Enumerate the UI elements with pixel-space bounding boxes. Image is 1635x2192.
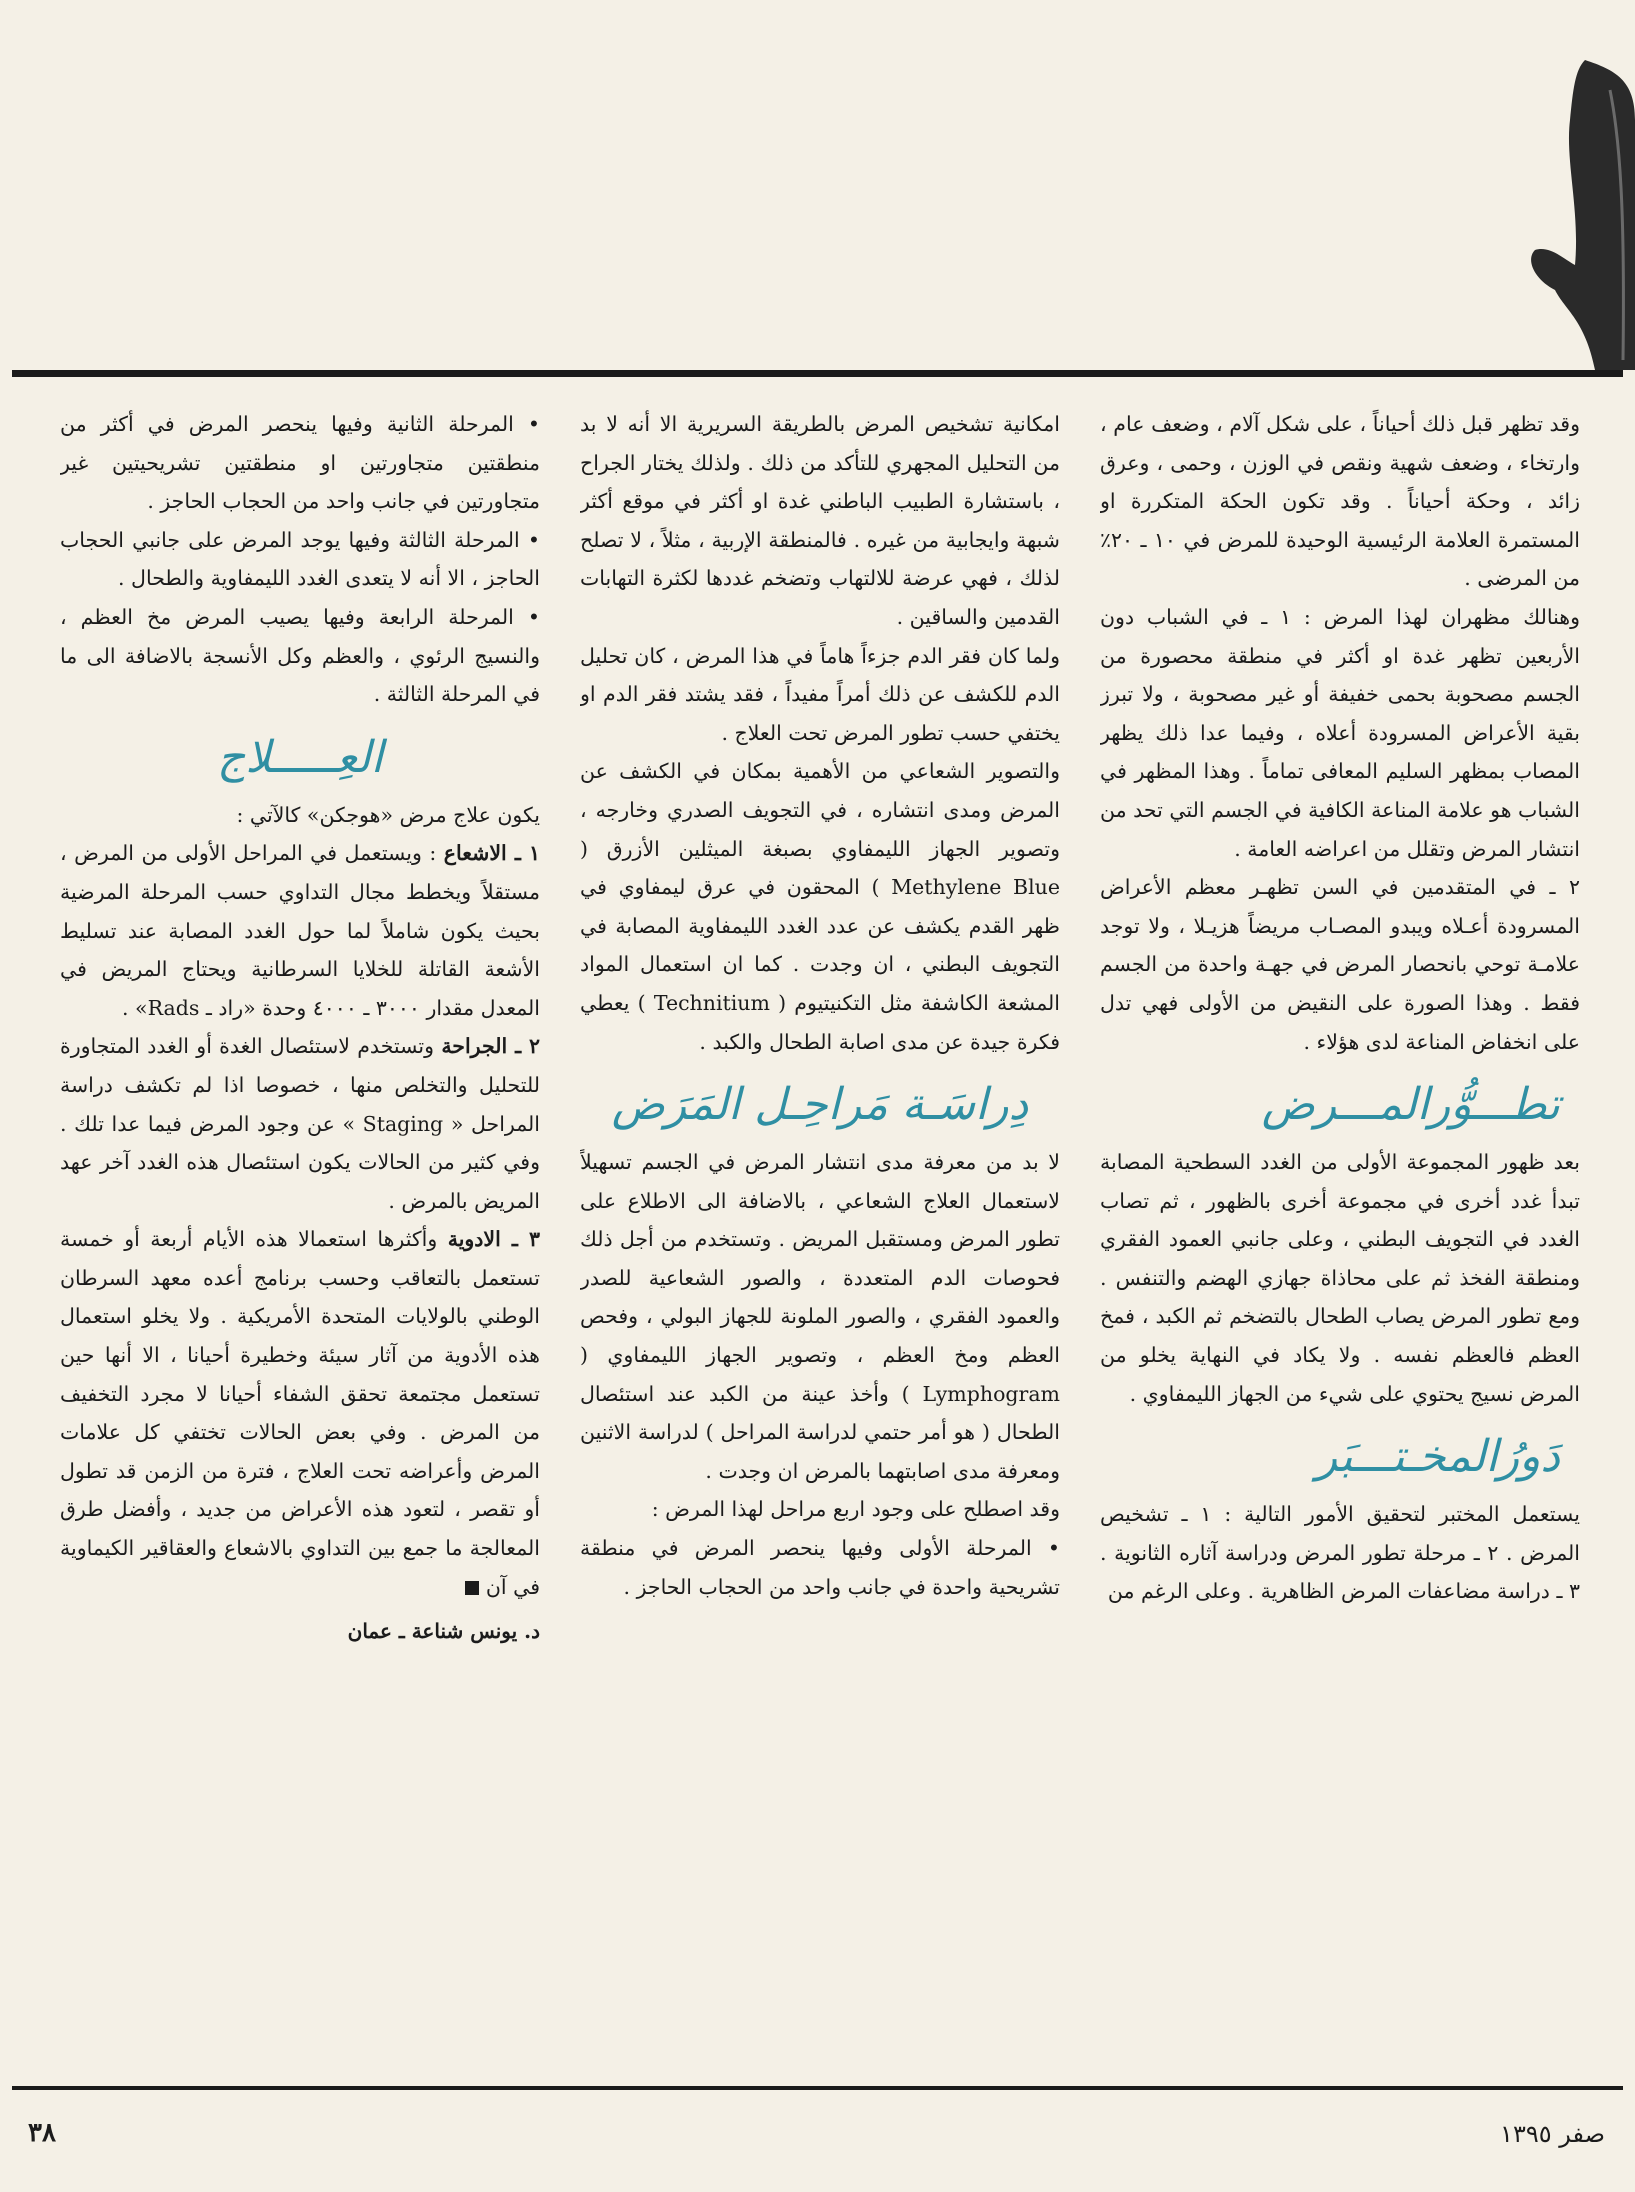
article-columns <box>60 405 1580 2070</box>
paragraph: ولما كان فقر الدم جزءاً هاماً في هذا المرض ، كان تحليل الدم للكشف عن ذلك أمراً مفيداً ، فقد يشتد فقر الدم او يختفي حسب تطور المرض تحت العلاج . <box>580 643 1060 745</box>
paragraph: لا بد من معرفة مدى انتشار المرض في الجسم تسهيلاً لاستعمال العلاج الشعاعي ، بالاضافة الى الاطلاع على تطور المرض ومستقبل المريض . وتستخدم من أجل ذلك فحوصات الدم المتعددة ، والصور الشعاعية للصدر والعمود الفقري ، والصور الملونة للجهاز البولي ، وفحص العظم ومخ العظم ، وتصوير الجهاز الليمفاوي ( Lymphogram ) وأخذ عينة من الكبد عند استئصال الطحال ( هو أمر حتمي لدراسة المراحل ) لدراسة الاثنين ومعرفة مدى اصابتهما بالمرض ان وجدت . <box>580 1150 1060 1483</box>
paragraph: يكون علاج مرض «هوجكن» كالآتي : <box>236 802 540 827</box>
treatment-surgery <box>60 1027 540 1220</box>
paragraph: • المرحلة الرابعة وفيها يصيب المرض مخ العظم ، والنسيج الرئوي ، والعظم وكل الأنسجة بالاضافة الى ما في المرحلة الثالثة . <box>60 604 540 707</box>
heading-stages: دِراسَـة مَراحِـل المَرَض <box>611 1079 1029 1131</box>
top-rule <box>12 370 1623 377</box>
issue-date: صفر ١٣٩٥ <box>1500 2120 1605 2148</box>
treatment-drugs <box>60 1220 540 1606</box>
column-right <box>1100 405 1580 2070</box>
header-photo-area <box>0 0 1635 370</box>
paragraph: • المرحلة الثانية وفيها ينحصر المرض في أكثر من منطقتين متجاورتين او منطقتين تشريحيتين غير متجاورتين في جانب واحد من الحجاب الحاجز . <box>60 412 540 514</box>
treatment-title: ١ ـ الاشعاع <box>443 841 540 866</box>
author-byline: د. يونس شناعة ـ عمان <box>347 1619 540 1644</box>
treatment-title: ٢ ـ الجراحة <box>441 1034 540 1059</box>
paragraph: • المرحلة الثالثة وفيها يوجد المرض على جانبي الحجاب الحاجز ، الا أنه لا يتعدى الغدد الليمفاوية والطحال . <box>60 527 540 591</box>
paragraph: وقد اصطلح على وجود اربع مراحل لهذا المرض : <box>651 1497 1060 1522</box>
treatment-body: : ويستعمل في المراحل الأولى من المرض ، مستقلاً ويخطط مجال التداوي حسب المرحلة المرضية بحيث يكون شاملاً لما حول الغدد المصابة عند تسليط الأشعة القاتلة للخلايا السرطانية ويحتاج المريض في المعدل مقدار ٣٠٠٠ ـ ٤٠٠٠ وحدة «راد ـ Rads» . <box>60 841 540 1020</box>
treatment-title: ٣ ـ الادوية <box>447 1227 540 1252</box>
paragraph: ٢ ـ في المتقدمين في السن تظهـر معظم الأعراض المسرودة أعـلاه ويبدو المصـاب مريضاً هزيـلا ، ولا توجد علامـة توحي بانحصار المرض في جهـة واحدة من الجسم فقط . وهذا الصورة على النقيض من الأولى فهي تدل على انخفاض المناعة لدى هؤلاء . <box>1100 875 1580 1054</box>
paragraph: والتصوير الشعاعي من الأهمية بمكان في الكشف عن المرض ومدى انتشاره ، في التجويف الصدري وخارجه ، وتصوير الجهاز الليمفاوي بصبغة الميثلين الأزرق ( Methylene Blue ) المحقون في عرق ليمفاوي في ظهر القدم يكشف عن عدد الغدد الليمفاوية المصابة في التجويف البطني ، ان وجدت . كما ان استعمال المواد المشعة الكاشفة مثل التكنيتيوم ( Technitium ) يعطي فكرة جيدة عن مدى اصابة الطحال والكبد . <box>580 759 1060 1054</box>
column-left <box>60 405 540 2070</box>
heading-development: تطـــوُّرالمـــرض <box>1261 1079 1560 1131</box>
paragraph: • المرحلة الأولى وفيها ينحصر المرض في منطقة تشريحية واحدة في جانب واحد من الحجاب الحاجز . <box>580 1536 1060 1599</box>
paragraph: امكانية تشخيص المرض بالطريقة السريرية الا أنه لا بد من التحليل المجهري للتأكد من ذلك . ولذلك يختار الجراح ، باستشارة الطبيب الباطني غدة او أكثر في موقع أكثر شبهة وايجابية من غيره . فالمنطقة الإربية ، مثلاً ، لا تصلح لذلك ، فهي عرضة للالتهاب وتضخم غددها لكثرة التهابات القدمين والساقين . <box>580 412 1060 629</box>
end-mark-icon <box>465 1581 479 1595</box>
treatment-body: وأكثرها استعمالا هذه الأيام أربعة أو خمسة تستعمل بالتعاقب وحسب برنامج أعده معهد السرطان الوطني بالولايات المتحدة الأمريكية . ولا يخلو استعمال هذه الأدوية من آثار سيئة وخطيرة أحيانا ، الا أنها حين تستعمل مجتمعة تحقق الشفاء أحيانا لا مجرد التخفيف من المرض . وفي بعض الحالات تختفي كل علامات المرض وأعراضه تحت العلاج ، فترة من الزمن قد تطول أو تقصر ، لتعود هذه الأعراض من جديد ، وأفضل طرق المعالجة ما جمع بين التداوي بالاشعاع والعقاقير الكيماوية في آن <box>60 1227 540 1599</box>
statue-figure-image <box>1525 60 1635 370</box>
column-middle <box>580 405 1060 2070</box>
paragraph: يستعمل المختبر لتحقيق الأمور التالية : ١ ـ تشخيص المرض . ٢ ـ مرحلة تطور المرض ودراسة آثاره الثانوية . ٣ ـ دراسة مضاعفات المرض الظاهرية . وعلى الرغم من <box>1100 1502 1580 1604</box>
heading-lab: دَورُالمخـتـــبَر <box>1316 1431 1560 1483</box>
paragraph: وقد تظهر قبل ذلك أحياناً ، على شكل آلام ، وضعف عام ، وارتخاء ، وضعف شهية ونقص في الوزن ، وحمى ، وعرق زائد ، وحكة أحياناً . وقد تكون الحكة المتكررة او المستمرة العلامة الرئيسية الوحيدة للمرض في ١٠ ـ ٢٠٪ من المرضى . <box>1100 412 1580 591</box>
treatment-body: وتستخدم لاستئصال الغدة أو الغدد المتجاورة للتحليل والتخلص منها ، خصوصا اذا لم تكشف دراسة المراحل « Staging » عن وجود المرض فيما عدا تلك . وفي كثير من الحالات يكون استئصال هذه الغدد آخر عهد المريض بالمرض . <box>60 1034 540 1213</box>
treatment-radiation <box>60 834 540 1027</box>
page-number: ٣٨ <box>28 2118 56 2148</box>
bottom-rule <box>12 2086 1623 2090</box>
paragraph: بعد ظهور المجموعة الأولى من الغدد السطحية المصابة تبدأ غدد أخرى في مجموعة أخرى بالظهور ، ثم تصاب الغدد في التجويف البطني ، وعلى جانبي العمود الفقري ومنطقة الفخذ ثم على محاذاة جهازي الهضم والتنفس . ومع تطور المرض يصاب الطحال بالتضخم ثم الكبد ، فمخ العظم فالعظم نفسه . ولا يكاد في النهاية يخلو من المرض نسيج يحتوي على شيء من الجهاز الليمفاوي . <box>1100 1150 1580 1406</box>
heading-treatment: العِـــــلاج <box>217 731 383 783</box>
paragraph: وهنالك مظهران لهذا المرض : ١ ـ في الشباب دون الأربعين تظهر غدة او أكثر في منطقة محصورة من الجسم مصحوبة بحمى خفيفة أو غير مصحوبة ، ولا تبرز بقية الأعراض المسرودة أعلاه ، وفيما عدا ذلك يظهر المصاب بمظهر السليم المعافى تماماً . وهذا المظهر في الشباب هو علامة المناعة الكافية في الجسم التي تحد من انتشار المرض وتقلل من اعراضه العامة . <box>1100 604 1580 861</box>
